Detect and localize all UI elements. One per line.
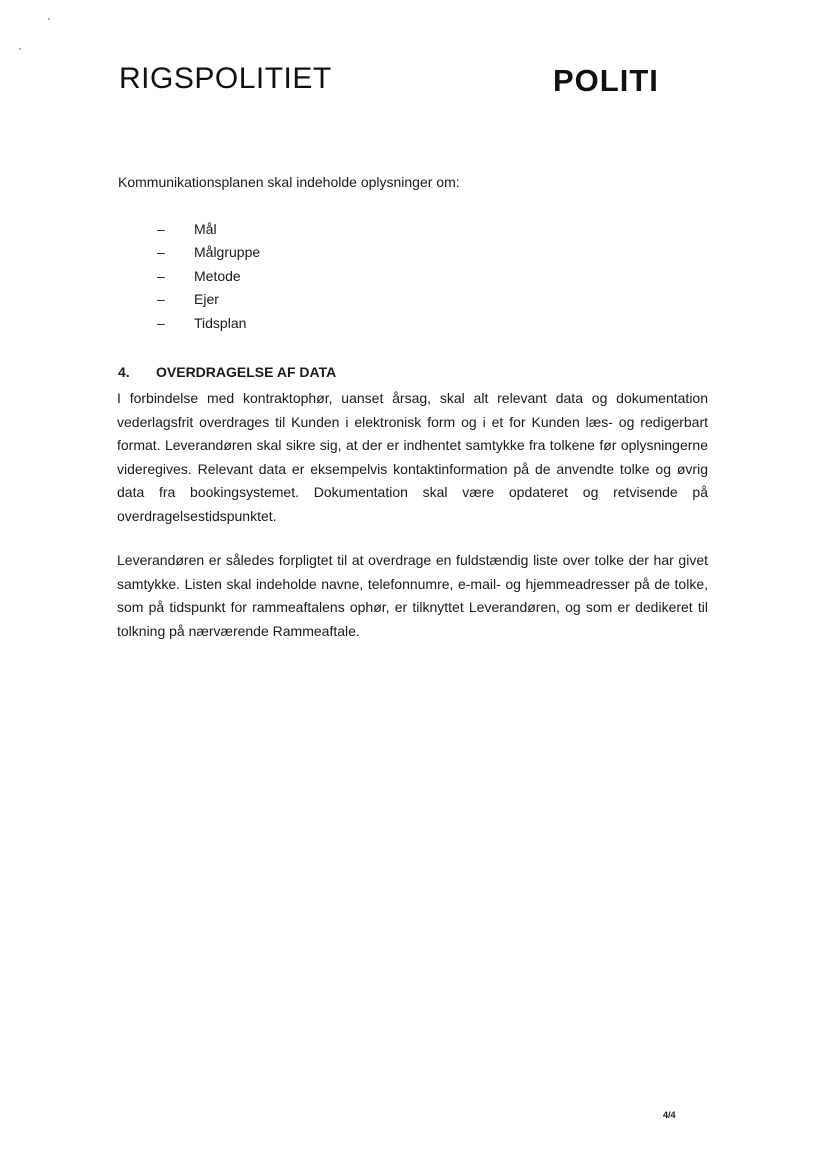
page-number: 4/4 — [663, 1110, 676, 1120]
intro-text: Kommunikationsplanen skal indeholde oplysninger om: — [118, 174, 460, 190]
list-item — [157, 311, 260, 335]
bullet-dash: – — [157, 291, 165, 308]
list-item-label: Ejer — [194, 291, 219, 308]
bullet-dash: – — [157, 267, 165, 284]
scan-speck — [48, 18, 50, 20]
bullet-dash: – — [157, 314, 165, 331]
bullet-dash: – — [157, 244, 165, 261]
section-number: 4. — [118, 364, 130, 380]
paragraph-data-transfer: I forbindelse med kontraktophør, uanset årsag, skal alt relevant data og dokumentation vederlagsfrit overdrages til Kunden i elektronisk form og i et for Kunden læs- og redigerbart format. Leverandøren skal sikre sig, at der er indhentet samtykke fra tolkene før oplysningerne videregives. Relevant data er eksempelvis kontaktinformation på de anvendte tolke og øvrig data fra bookingsystemet. Dokumentation skal være opdateret og retvisende på overdragelsestidspunktet. — [117, 390, 708, 524]
list-item — [157, 288, 260, 312]
scan-speck — [19, 48, 21, 50]
org-name: RIGSPOLITIET — [119, 62, 332, 95]
list-item — [157, 217, 260, 241]
bullet-list — [157, 217, 260, 335]
bullet-dash: – — [157, 220, 165, 237]
list-item — [157, 241, 260, 265]
politi-logo: POLITI — [553, 63, 659, 98]
list-item-label: Målgruppe — [194, 244, 261, 261]
list-item-label: Metode — [194, 267, 241, 284]
section-title: OVERDRAGELSE AF DATA — [156, 364, 337, 380]
section-heading — [118, 364, 336, 380]
paragraph-interpreter-list: Leverandøren er således forpligtet til at overdrage en fuldstændig liste over tolke der har givet samtykke. Listen skal indeholde navne, telefonnumre, e-mail- og hjemmeadresser på de tolke, som på tidspunkt for rammeaftalens ophør, er tilknyttet Leverandøren, og som er dedikeret til tolkning på nærværende Rammeaftale. — [117, 552, 708, 639]
list-item — [157, 264, 260, 288]
list-item-label: Mål — [194, 220, 217, 237]
list-item-label: Tidsplan — [194, 314, 247, 331]
